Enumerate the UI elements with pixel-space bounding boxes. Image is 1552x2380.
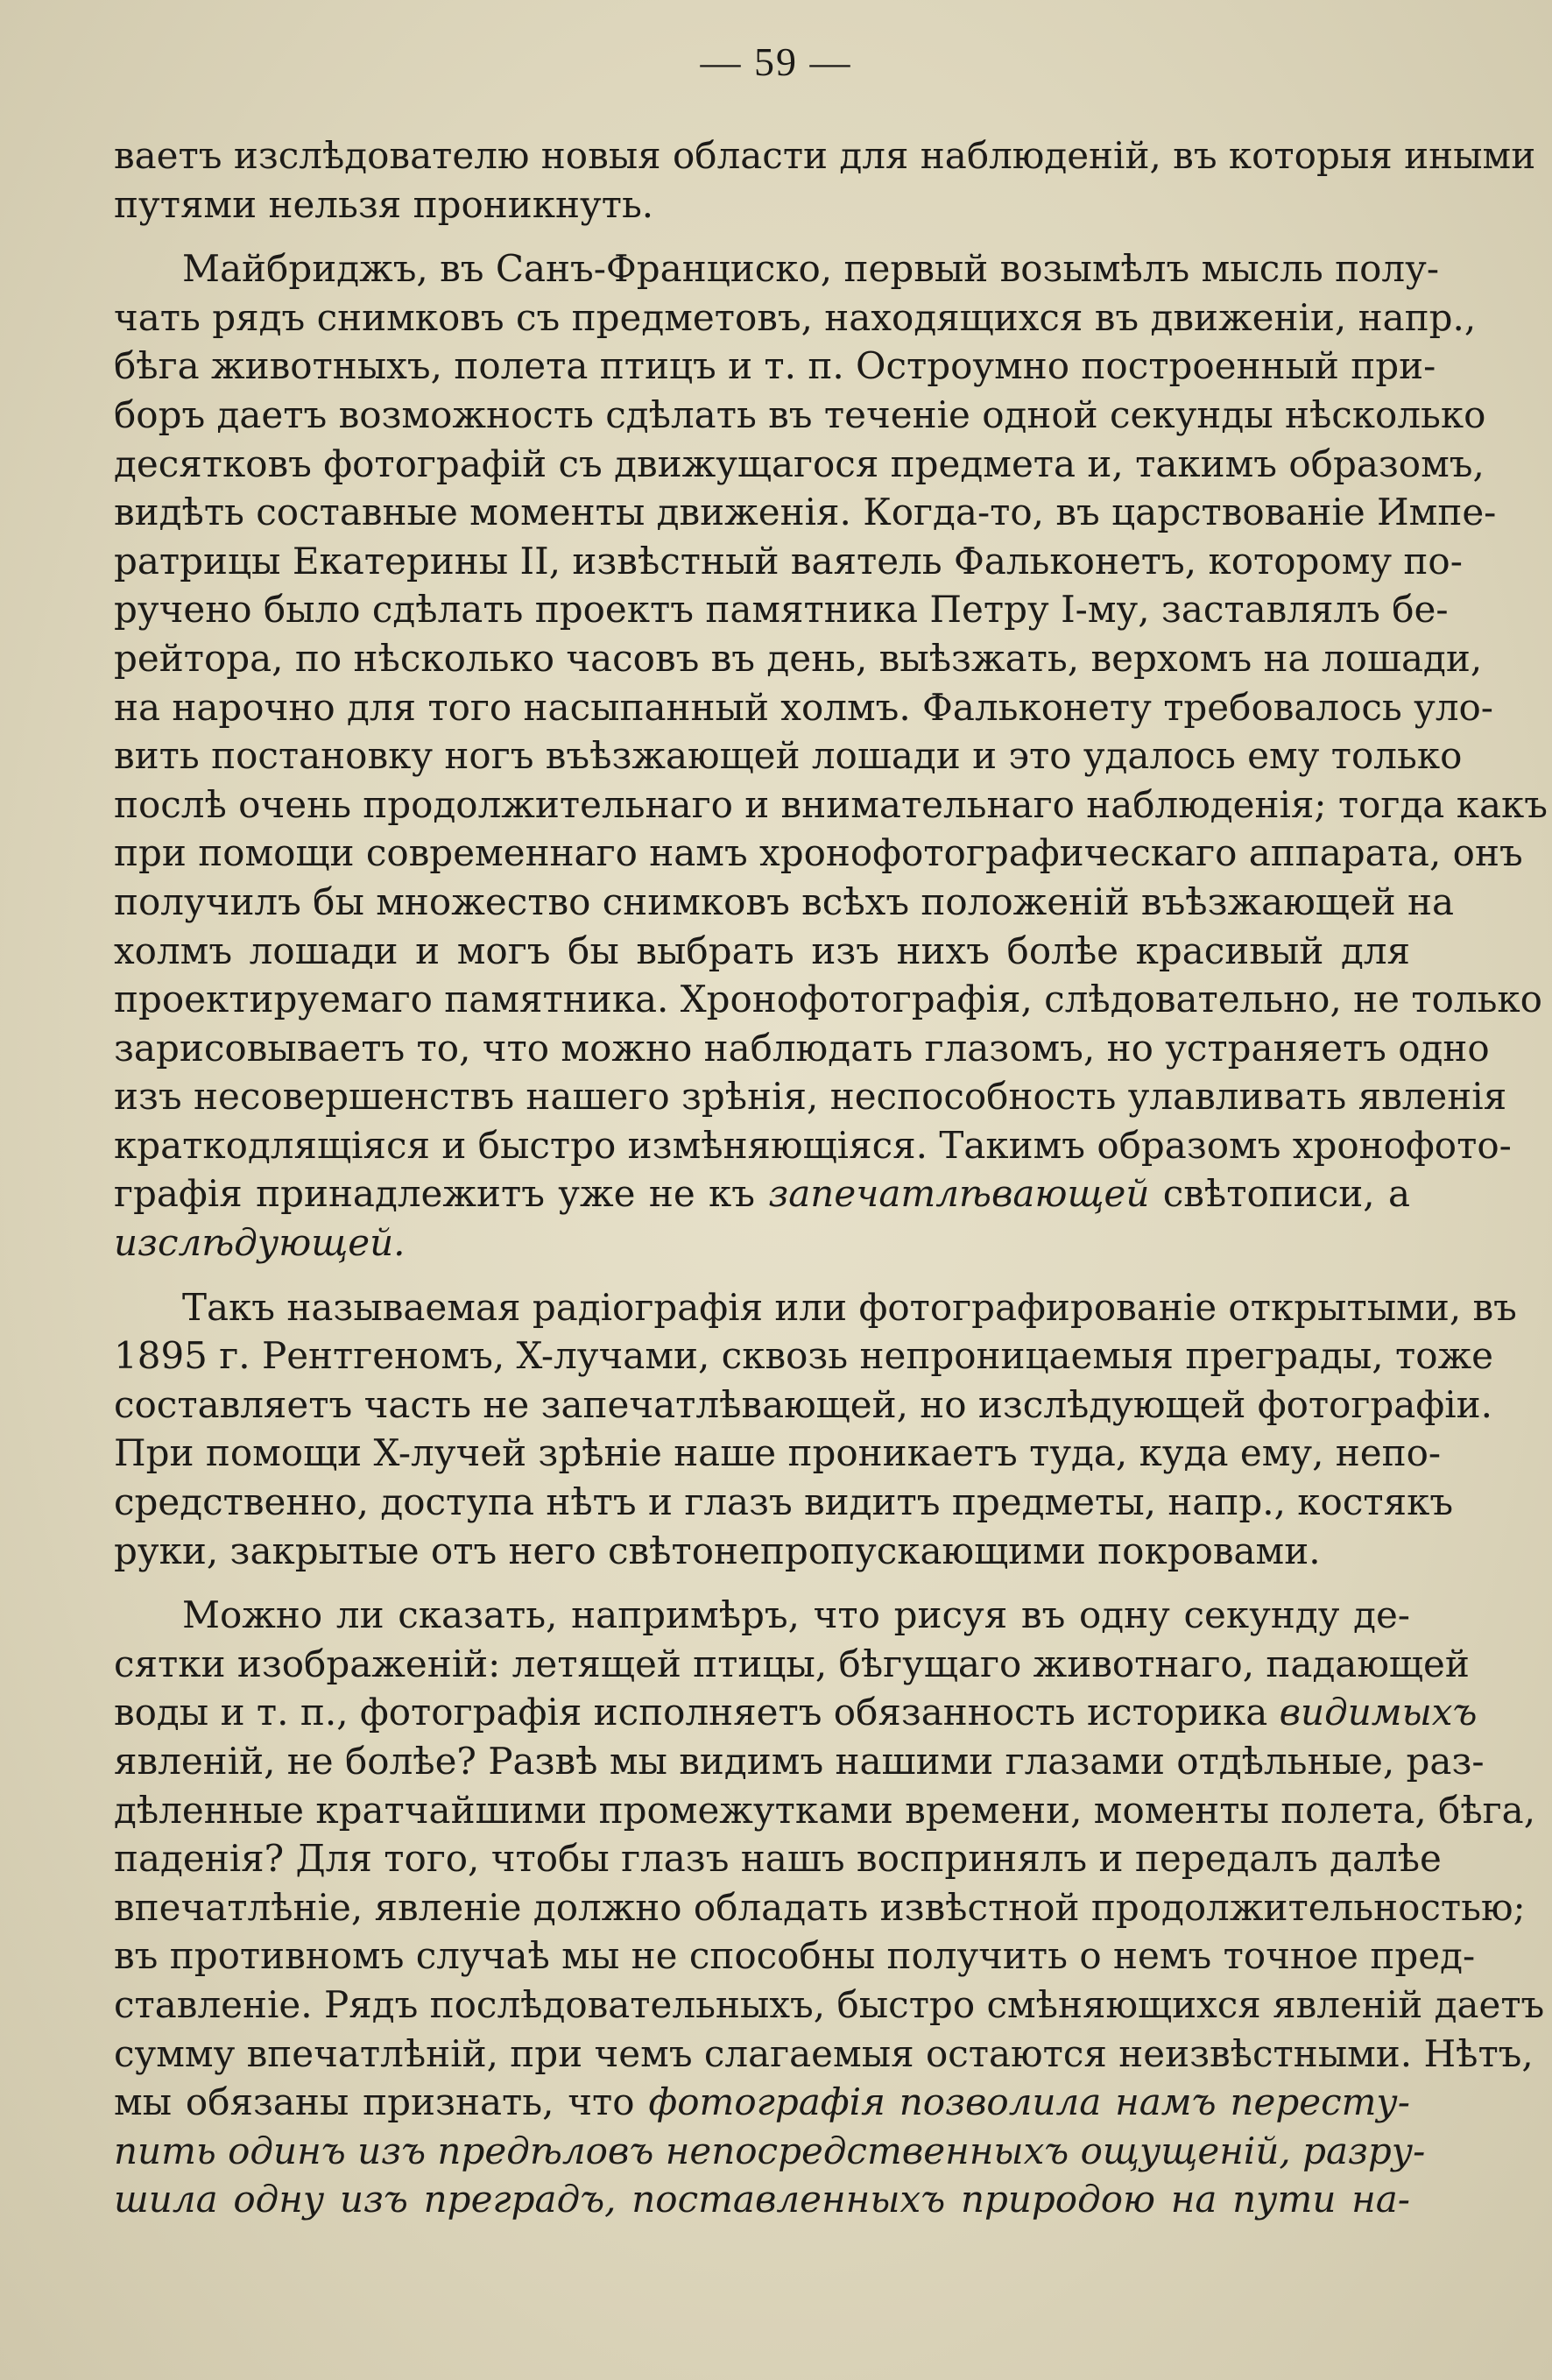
text-span: путями нельзя проникнуть. [114,182,654,226]
text-line [114,1218,1410,1268]
text-line [114,975,1542,1024]
text-span: средственно, доступа нѣтъ и глазъ видитъ предметы, напр., костякъ [114,1480,1454,1524]
text-line [114,1331,1494,1381]
text-line [114,634,1483,683]
text-line [114,440,1485,489]
text-span: ратрицы Екатерины II, извѣстный ваятель Фальконетъ, которому по- [114,539,1463,583]
body-text [114,131,1548,2224]
text-line [114,244,1440,293]
text-span: руки, закрытые отъ него свѣтонепропускающими покровами. [114,1529,1321,1572]
text-span: 1895 г. Рентгеномъ, X-лучами, сквозь непроницаемыя преграды, тоже [114,1334,1494,1378]
italic-text: изслѣдующей. [114,1221,406,1265]
text-line [114,342,1436,391]
text-line [114,293,1477,343]
text-span: воды и т. п., фотографія исполняетъ обязанность историка [114,1691,1280,1734]
text-span: впечатлѣніе, явленіе должно обладать извѣстной продолжительностью; [114,1885,1526,1929]
italic-text: шила одну изъ преградъ, поставленныхъ природою на пути на- [114,2178,1410,2221]
text-span: зарисовываетъ то, что можно наблюдать глазомъ, но устраняетъ одно [114,1026,1490,1070]
text-span: проектируемаго памятника. Хронофотографія, слѣдовательно, не только [114,978,1542,1021]
text-span: Такъ называемая радіографія или фотографированіе открытыми, въ [182,1285,1517,1329]
text-span: Можно ли сказать, напримѣръ, что рисуя въ одну секунду де- [182,1593,1410,1637]
text-line [114,1737,1485,1786]
text-line [114,829,1523,878]
text-span: ваетъ изслѣдователю новыя области для наблюденій, въ которыя иными [114,134,1536,177]
text-line [114,1591,1410,1640]
text-line [114,1883,1526,1932]
text-span: сятки изображеній: летящей птицы, бѣгущаго животнаго, падающей [114,1642,1470,1685]
text-span: на нарочно для того насыпанный холмъ. Фальконету требовалось уло- [114,685,1493,729]
italic-text: пить одинъ изъ предѣловъ непосредственныхъ ощущеній, разру- [114,2129,1426,2172]
text-span: явленій, не болѣе? Развѣ мы видимъ нашими глазами отдѣльные, раз- [114,1740,1485,1783]
italic-text: фотографія позволила намъ пересту- [648,2080,1410,2124]
text-line [114,1381,1492,1430]
text-line [114,1688,1478,1737]
text-span: чать рядъ снимковъ съ предметовъ, находящихся въ движеніи, напр., [114,295,1477,339]
text-line [114,780,1548,830]
text-line [114,1527,1410,1576]
text-span: дѣленные кратчайшими промежутками времени, моменты полета, бѣга, [114,1788,1536,1832]
text-span: при помощи современнаго намъ хронофотографическаго аппарата, онъ [114,831,1523,875]
text-span: ставленіе. Рядъ послѣдовательныхъ, быстро смѣняющихся явленій даетъ [114,1982,1545,2026]
text-span: вить постановку ногъ въѣзжающей лошади и это удалось ему только [114,734,1463,778]
text-span: получилъ бы множество снимковъ всѣхъ положеній въѣзжающей на [114,879,1455,923]
text-line [114,585,1449,634]
text-line [114,878,1455,927]
text-line [114,488,1497,537]
text-span: въ противномъ случаѣ мы не способны получить о немъ точное пред- [114,1934,1476,1978]
text-line [114,1981,1545,2030]
text-line [114,1283,1517,1332]
text-line [114,2127,1426,2176]
text-span: составляетъ часть не запечатлѣвающей, но изслѣдующей фотографіи. [114,1382,1492,1426]
text-span: холмъ лошади и могъ бы выбрать изъ нихъ болѣе красивый для [114,929,1410,972]
text-span: рейтора, по нѣсколько часовъ въ день, выѣзжать, верхомъ на лошади, [114,636,1483,680]
text-line [114,1932,1476,1981]
text-span: При помощи X-лучей зрѣніе наше проникаетъ туда, куда ему, непо- [114,1431,1442,1475]
text-span: видѣть составные моменты движенія. Когда-то, въ царствованіе Импе- [114,491,1497,534]
text-span: мы обязаны признать, что [114,2080,649,2124]
paragraph-gap [114,1575,1410,1591]
text-span: краткодлящіяся и быстро измѣняющіяся. Такимъ образомъ хронофото- [114,1123,1512,1167]
text-span: графія принадлежитъ уже не къ [114,1172,769,1216]
text-line [114,1121,1512,1170]
italic-text: запечатлѣвающей [768,1172,1150,1216]
text-line [114,1072,1507,1121]
text-line [114,2030,1534,2079]
text-line [114,1169,1410,1218]
page-number: — 59 — [700,39,852,84]
text-span: свѣтописи, а [1149,1172,1410,1216]
paragraph [114,1283,1517,1576]
text-span: боръ даетъ возможность сдѣлать въ теченіе одной секунды нѣсколько [114,392,1486,436]
text-line [114,2175,1410,2224]
text-line [114,131,1536,180]
text-line [114,1478,1454,1527]
text-line [114,731,1463,780]
paragraph [114,244,1548,1267]
paragraph-gap [114,1268,1410,1283]
text-span: паденія? Для того, чтобы глазъ нашъ воспринялъ и передалъ далѣе [114,1837,1442,1881]
paragraph [114,131,1536,229]
text-span: десятковъ фотографій съ движущагося предмета и, такимъ образомъ, [114,441,1485,485]
text-line [114,1024,1490,1073]
text-span: изъ несовершенствъ нашего зрѣнія, неспособность улавливать явленія [114,1075,1507,1119]
paragraph [114,1591,1545,2224]
text-span: ручено было сдѣлать проектъ памятника Петру I-му, заставлялъ бе- [114,588,1449,632]
text-line [114,683,1493,732]
text-line [114,391,1486,440]
text-span: бѣга животныхъ, полета птицъ и т. п. Остроумно построенный при- [114,344,1436,388]
text-line [114,1640,1470,1689]
text-span: Майбриджъ, въ Санъ-Франциско, первый возымѣлъ мысль полу- [182,247,1440,291]
text-line [114,1786,1536,1835]
text-line [114,1834,1442,1883]
text-line [114,180,1410,230]
paragraph-gap [114,229,1410,244]
italic-text: видимыхъ [1279,1691,1478,1734]
text-line [114,537,1463,586]
text-line [114,2078,1410,2127]
text-span: сумму впечатлѣній, при чемъ слагаемыя остаются неизвѣстными. Нѣтъ, [114,2031,1534,2075]
text-line [114,927,1410,976]
text-line [114,1429,1442,1478]
text-span: послѣ очень продолжительнаго и внимательнаго наблюденія; тогда какъ [114,782,1548,826]
